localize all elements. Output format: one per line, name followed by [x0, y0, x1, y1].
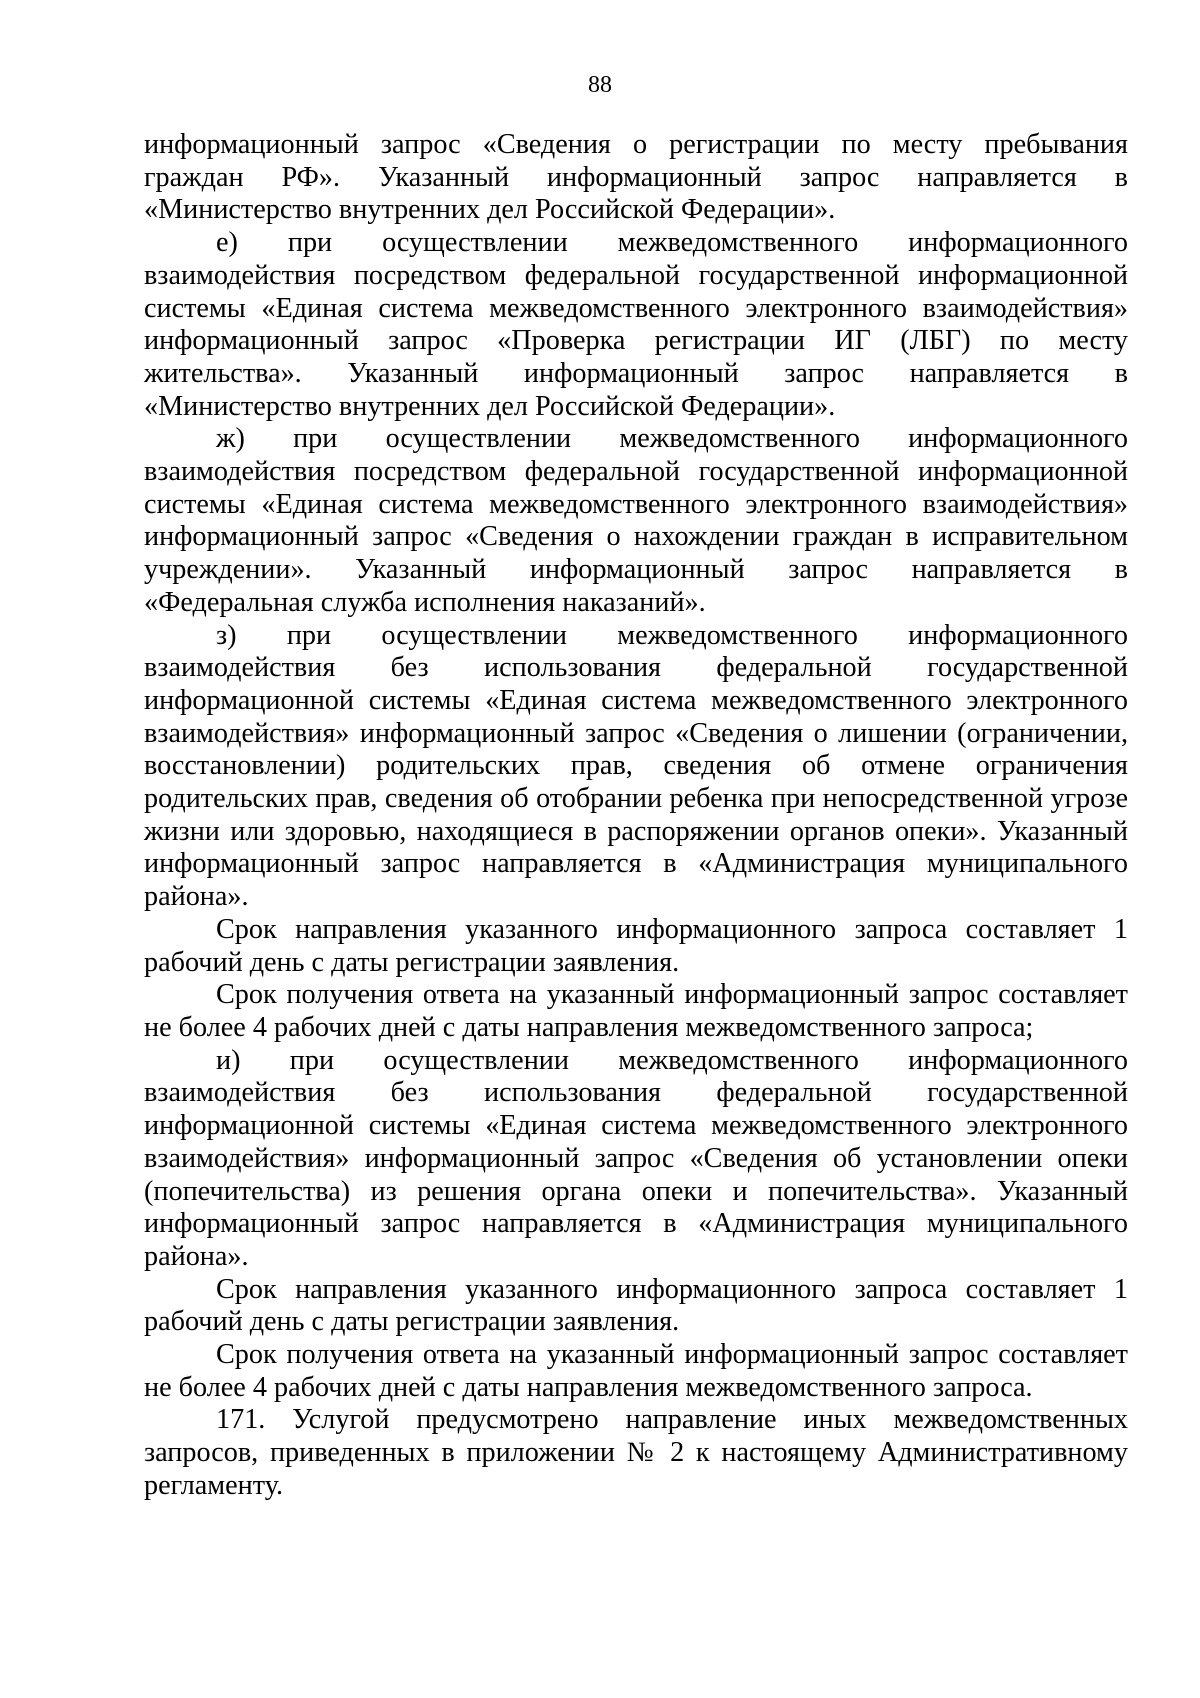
text-line: «Министерство внутренних дел Российской Федерации».: [144, 194, 836, 226]
text-line: системы «Единая система межведомственного электронного взаимодействия»: [144, 488, 1128, 520]
paragraph: [144, 1404, 1128, 1502]
text-line: взаимодействия без использования федеральной государственной: [144, 652, 1128, 684]
text-line: рабочий день с даты регистрации заявления.: [144, 1306, 680, 1338]
text-line: взаимодействия посредством федеральной государственной информационной: [144, 456, 1128, 488]
text-line: граждан РФ». Указанный информационный запрос направляется в: [144, 161, 1128, 193]
text-line: «Федеральная служба исполнения наказаний».: [144, 586, 706, 618]
text-line: не более 4 рабочих дней с даты направления межведомственного запроса.: [144, 1371, 1033, 1403]
text-line: жительства». Указанный информационный запрос направляется в: [144, 357, 1128, 389]
text-line: з) при осуществлении межведомственного информационного: [216, 619, 1128, 651]
text-line: информационный запрос «Сведения о регистрации по месту пребывания: [144, 129, 1128, 160]
text-line: рабочий день с даты регистрации заявления.: [144, 946, 680, 978]
text-line: Срок получения ответа на указанный информационный запрос составляет: [216, 1339, 1128, 1371]
text-line: взаимодействия без использования федеральной государственной: [144, 1077, 1128, 1109]
text-line: информационный запрос направляется в «Администрация муниципального: [144, 1208, 1128, 1240]
text-line: информационный запрос «Сведения о нахождении граждан в исправительном: [144, 521, 1128, 553]
text-line: родительских прав, сведения об отобрании ребенка при непосредственной угрозе: [144, 783, 1128, 815]
text-line: (попечительства) из решения органа опеки и попечительства». Указанный: [144, 1175, 1128, 1207]
page-number: 88: [588, 72, 612, 98]
text-line: системы «Единая система межведомственного электронного взаимодействия»: [144, 292, 1128, 324]
text-line: района».: [144, 1240, 249, 1272]
paragraph: [144, 1045, 1128, 1274]
text-line: взаимодействия посредством федеральной государственной информационной: [144, 259, 1128, 291]
text-line: Срок получения ответа на указанный информационный запрос составляет: [216, 979, 1128, 1011]
paragraph: [144, 227, 1128, 423]
text-line: запросов, приведенных в приложении № 2 к настоящему Административному: [144, 1437, 1128, 1469]
text-line: Срок направления указанного информационного запроса составляет 1: [216, 1273, 1128, 1305]
text-line: района».: [144, 881, 249, 913]
text-line: взаимодействия» информационный запрос «Сведения об установлении опеки: [144, 1142, 1128, 1174]
paragraph: [144, 423, 1128, 619]
text-line: и) при осуществлении межведомственного информационного: [216, 1044, 1128, 1076]
text-line: информационный запрос «Проверка регистрации ИГ (ЛБГ) по месту: [144, 325, 1128, 357]
text-line: ж) при осуществлении межведомственного информационного: [216, 423, 1128, 455]
text-line: «Министерство внутренних дел Российской Федерации».: [144, 390, 836, 422]
paragraph: [144, 1339, 1128, 1404]
paragraph: [144, 620, 1128, 914]
text-line: учреждении». Указанный информационный запрос направляется в: [144, 554, 1128, 586]
text-line: информационный запрос направляется в «Администрация муниципального: [144, 848, 1128, 880]
text-line: Срок направления указанного информационного запроса составляет 1: [216, 913, 1128, 945]
paragraph: [144, 129, 1128, 227]
text-line: регламенту.: [144, 1469, 284, 1501]
paragraph: [144, 914, 1128, 979]
text-line: взаимодействия» информационный запрос «Сведения о лишении (ограничении,: [144, 717, 1128, 749]
text-line: восстановлении) родительских прав, сведения об отмене ограничения: [144, 750, 1128, 782]
text-line: информационной системы «Единая система межведомственного электронного: [144, 1110, 1128, 1142]
text-line: не более 4 рабочих дней с даты направления межведомственного запроса;: [144, 1011, 1034, 1043]
text-line: е) при осуществлении межведомственного информационного: [216, 227, 1128, 259]
document-body: [144, 129, 1128, 1503]
text-line: жизни или здоровью, находящиеся в распоряжении органов опеки». Указанный: [144, 815, 1128, 847]
text-line: информационной системы «Единая система межведомственного электронного: [144, 684, 1128, 716]
text-line: 171. Услугой предусмотрено направление иных межведомственных: [216, 1404, 1128, 1436]
paragraph: [144, 1274, 1128, 1339]
paragraph: [144, 979, 1128, 1044]
